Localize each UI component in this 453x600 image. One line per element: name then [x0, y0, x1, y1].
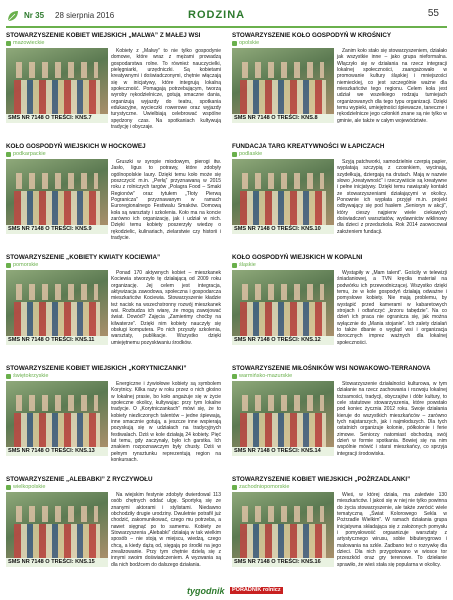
leaf-icon [6, 9, 20, 23]
sms-vote-code: SMS NR 7148 O TREŚCI: KNS.15 [6, 558, 108, 567]
article-text: Wieś, w której działa, ma zaledwie 130 mieszkańców. I jakoś się w niej nie tylko powinna do życia stowarzyszenie, ale także zwrócić wiele tematyczną „Świat Kolorowego Sekla w Pożrzadle Wielkim”. W ramach działania grupa inicjatywna składająca się z założonych pomysłu i pomysłowość orgaanizuje warsztaty z artystycznego wirusu, sobie bibuterygrowo i malowania na szkle. Zadbano też o rozrywkę dla dzieci. Dla nich przygotowano w wiosce tor przeszkód oraz gry terenowe. To dziełanie sprawiło, że wieś stała się popularna w okolicy. [337, 492, 447, 568]
article-location: pomorskie [6, 262, 221, 269]
article-malwa [6, 32, 221, 131]
sms-vote-code: SMS NR 7148 O TREŚCI: KNS.11 [6, 336, 108, 345]
article-location: świętokrzyskie [6, 373, 221, 380]
article-text: Na wiejskim festynie zdobyły dwierdowal 113 osób chętnych oddać ulgę. Sportyką się ze znanymi aktorami i stylistami. Niedawno obchodziły drugie urodziny. Dwuletnie potrafił już chodzić, zakomunikować, czego mu potrzeba, a nawet sięgnąć po to samemu. Kobiety ze Stowarzyszenia „Alebabki” działają w tak wielkim sposób – nie stoją w miejscu, wiedzą, czego chcą, a kiedy dążą od, sięgają po środki na jego zrealizowanie. Przy tym chętnie dzielą się z innymi swoim doświadczeniem. A wyzwania są dla nich bodźcem do dalszego działania. [111, 492, 221, 568]
location-pin-icon [232, 374, 237, 379]
article-photo [6, 159, 108, 225]
article-location: śląskie [232, 262, 447, 269]
sms-vote-code: SMS NR 7148 O TREŚCI: KNS.7 [6, 114, 108, 123]
article-title: STOWARZYSZENIE „ALEBABKI” Z RYCZYWOŁU [6, 476, 153, 483]
page-header [0, 0, 453, 30]
article-location: opolskie [232, 40, 447, 47]
location-pin-icon [6, 152, 11, 157]
article-alebabki [6, 476, 221, 583]
article-title: STOWARZYSZENIE MIŁOŚNIKÓW WSI NOWAKOWO-TERRANOVA [232, 365, 431, 372]
article-photo [6, 48, 108, 114]
location-pin-icon [6, 374, 11, 379]
sms-vote-code: SMS NR 7148 O TREŚCI: KNS.13 [6, 447, 108, 456]
header-rule [6, 26, 447, 28]
article-pozrzadlanki [232, 476, 447, 583]
article-kociewie [6, 254, 221, 345]
article-kopalnia [232, 254, 447, 345]
article-text: Wystąpiły w „Mam talent”. Gościły w telewizji śniadaniowej, a TVN kręciła materiał na podwórku ich przewodniczącej. Wszystko dzięki temu, że w kole gospodyń działają odważne i pomysłowe kobiety. Nie mają problemu, by wystąpić przed kamerami w kabaretowych strojach i odtańczyć „krzoru tabędzie”. Na co dzień ich praca nie ogranicza się, jak można wyłącznie do „Mania stojanie”. Ich zalety działań to także dbanie o wygląd wsi i organizacja dorocznych imprez ważnych dla lokalnej społeczności. [337, 270, 447, 346]
article-photo [232, 381, 334, 447]
location-pin-icon [232, 263, 237, 268]
page-footer [0, 583, 453, 600]
article-location: podlaskie [232, 151, 447, 158]
article-title: STOWARZYSZENIE KOBIET WIEJSKICH „KORYTNICZANKI” [6, 365, 187, 372]
article-photo [232, 159, 334, 225]
article-lapicze [232, 143, 447, 234]
article-photo [6, 492, 108, 558]
article-text: Zanim koło stało się stowarzyszeniem, działało jak wszystkie inne – jako grupa nieformalna. Włączyło się w działania na rzecz integracji lokalnej społeczności, zaangażowało w promowanie kultury śląskiej i mniejszości niemieckiej, co jest szczególnie ważne dla mieszkańców tego regionu. Celem koła jest udział we wszelkiego rodzaju turniejach organizowanych dla tego typu organizacji. Dzięki temu wypieki, umiejętności śpiewacze, taneczne i rękodzielnicze jego członkiń znane są nie tylko w gminie, ale także w całym województwie. [337, 48, 447, 124]
article-text: Stowarzyszenie działalności kulturowa, w tym działanie na rzecz zachowania i rozwoju lokalnej tożsamości, tradycji, obyczajów i dóbr kultury, to cele statutowe stowarzyszenia, które powstało pod koniec życznia 2012 roku. Swoje działania kieruje do wszystkich mieszkańców – zarówno tych najstarszych, jak i najmłodszych. Dla tych ostatnich organizuje kolonie, półkolonie i ferie zimowe. Seniorzy natomiast obchodzą swój dzień w formie spotkania. Bowiej się na nim wspólnie mówić i starsi mieszkańcy, co sprzyja integracji środowiska. [337, 381, 447, 457]
sms-vote-code: SMS NR 7148 O TREŚCI: KNS.10 [232, 225, 334, 234]
location-pin-icon [6, 41, 11, 46]
article-photo [232, 492, 334, 558]
location-pin-icon [6, 263, 11, 268]
article-text: Gruszki w syropie miodowym, pierogi itw. Jasło, ligus to potrawy, które zdobyły ogólnopolskie laury. Dzięki temu koło może się poszczycić m.in. „Perłą” przyznawaną w 2015 roku z rolniczych targów „Polagra Food – Smaki Regionów” oraz tytułem „Tłoty Pierwą Pogranicza” przyznawanym w ramach Euroregionalnego Festiwalu Smaków. Domową koła są warsztaty i szkolenia. Koło ma na koncie zarówno ich organizację, jak i udział w nich. Dzięki temu kobiety poszerzyły wiedzę o rękodzielic, kulinariach, zielarstwie czy historii i tradycie. [111, 159, 221, 242]
issue-date: 28 sierpnia 2016 [55, 11, 115, 20]
location-pin-icon [232, 41, 237, 46]
article-location: zachodniopomorskie [232, 484, 447, 491]
sms-vote-code: SMS NR 7148 O TREŚCI: KNS.9 [6, 225, 108, 234]
article-korytniczanki [6, 365, 221, 464]
article-title: STOWARZYSZENIE „KOBIETY KWIATY KOCIEWIA” [6, 254, 161, 261]
sms-vote-code: SMS NR 7148 O TREŚCI: KNS.12 [232, 336, 334, 345]
article-krosnica [232, 32, 447, 123]
location-pin-icon [232, 152, 237, 157]
article-text: Energiczne i żywiołowe kobiety są symbolem Korytnicy. Kilka razy w roku przez o nich głośno w lokalnej prasie, bo koło angażuje się w życie społeczne okolicy, kultywując przy tym lokalne tradycje. O „Korytniczankach” mówi się, że to kobiety niezliczonych talentów – jedne śpiewają, inne smacznie gotują, a jeszcze inne wspierają pozyskują się w udziałach na tradycyjnych festiwalach. Dziś w kole działają 24 kobiety. Pięć lat temu, gdy zaczynały, było ich garstka. Ich znakiem rozpoznawczym były chusty. Dziś w pełnym rynsztunku reprezentują region na konkursach. [111, 381, 221, 464]
page-number: 55 [427, 8, 439, 19]
issue-number: Nr 35 [24, 11, 45, 20]
article-text: Ponad 170 aktywnych kobiet – mieszkanek Kociewia stworzyło tę działającą od 2009 roku organizację. Jej celem jest integracja, aktywizacja zawodowa, społeczna i gospodarcza mieszkańców Kociewia. Stowarzyszenie kładzie też nacisk na wszechstronny rozwój mieszkanek wsi. Rozbudza ich wiarę, że mogą zawojować świat. Dowód? Zajęcia „Zamierimy choćby na kilwaterze”. Dzięki nim kobiety nauczyły się obsługi komputera. Po nich przyszły szkolenia, warsztaty, publikacje. Wszystko dzięki umiejętnemu pozyskiwaniu środków. [111, 270, 221, 346]
article-photo [6, 270, 108, 336]
sms-vote-code: SMS NR 7148 O TREŚCI: KNS.8 [232, 114, 334, 123]
brand-logo: tygodnik [187, 586, 225, 596]
article-title: FUNDACJA TARG KREATYWNOŚCI W ŁAPICZACH [232, 143, 385, 150]
article-location: podkarpackie [6, 151, 221, 158]
article-photo [232, 270, 334, 336]
article-title: STOWARZYSZENIE KOBIET WIEJSKICH „POŻRZADLANKI” [232, 476, 411, 483]
article-text: Szyją patchworki, samodzielnie czerpią papier, wyplatają szczypią z czosnkiem, wycinają, szydełkują, dziergają na drutach. Mają w nazwie słowo „kreatywność” i rzeczywiście są kreatywne i pełne inicjatywy. Dzięki temu nawiązały kontakt ze stowarzyszeniami działającymi w okolicy. Ponownie ich wypłata przyjęł m.in. projekt odbywający się pod hasłem „Senioryn w akcji”, który cieszy najpierw wiele ciekawych doświadczeń warsztatów, wydawnictw wiklinowy dla dzieci z przedszkola. Rok 2014 zaowocował założeniem fundacji. [337, 159, 447, 235]
article-title: KOŁO GOSPODYŃ WIEJSKICH W HOCKOWEJ [6, 143, 146, 150]
section-title: RODZINA [188, 9, 246, 21]
sms-vote-code: SMS NR 7148 O TREŚCI: KNS.16 [232, 558, 334, 567]
article-title: KOŁO GOSPODYŃ WIEJSKICH W KOPALNI [232, 254, 363, 261]
article-photo [232, 48, 334, 114]
article-text: Kobiety z „Malwy” to nie tylko gospodynie domowe, które wraz z mężami prowadzą gospodarstwa rolne. To również nauczycielki, pielęgniarki, urzędniczki. Są kobietami kreatywnymi i doświadczonymi, chętnie włączają się w inicjatywy, które integrują lokalną społeczność. Pomagają potrzebującym, tworzą wyroby rękodzielnicze, gotują smaczne dania, organizują wyjazdy do teatru, spotkania edukacyjne, wycieczki rowerowe oraz wyjazdy turystyczne. Uwielbiają celebrować wspólne spędzony czas. Na spotkaniach kultywują tradycję i obyczaje. [111, 48, 221, 131]
article-photo [6, 381, 108, 447]
sms-vote-code: SMS NR 7148 O TREŚCI: KNS.14 [232, 447, 334, 456]
article-title: STOWARZYSZENIE KOŁO GOSPODYŃ W KROŚNICY [232, 32, 392, 39]
article-title: STOWARZYSZENIE KOBIET WIEJSKICH „MALWA” Z MAŁEJ WSI [6, 32, 201, 39]
location-pin-icon [6, 485, 11, 490]
article-location: mazowieckie [6, 40, 221, 47]
article-nowakowo [232, 365, 447, 456]
article-hockowa [6, 143, 221, 242]
article-location: wielkopolskie [6, 484, 221, 491]
location-pin-icon [232, 485, 237, 490]
partner-logo: PORADNIK rolnicz [232, 587, 281, 593]
article-location: warmińsko-mazurskie [232, 373, 447, 380]
